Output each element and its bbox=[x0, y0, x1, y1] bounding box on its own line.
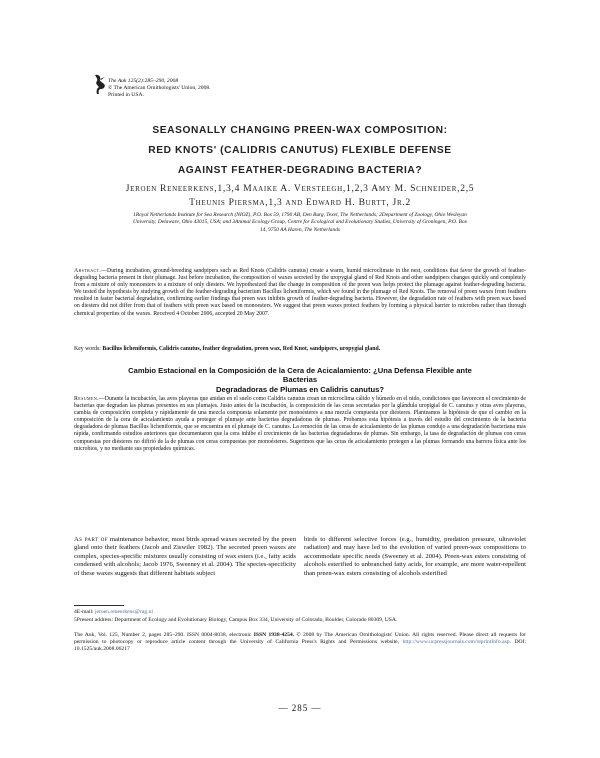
body-column-right: birds to different selective forces (e.g., humidity, predation pressure, ultraviolet radiation) and may have led to the evolution of varied preen-wax compositions to accommodate specific needs (Sweeney et al. 2004). Preen-wax esters consisting of alcohols esterified to unbranched fatty acids, for example, are more water-repellent than preen-wax esters consisting of alcohols esterified bbox=[304, 536, 526, 577]
author-email-link[interactable]: jeroen.reneerkens@rug.nl bbox=[94, 609, 153, 615]
spanish-title-line-2: Degradadoras de Plumas en Calidris canutus? bbox=[216, 384, 384, 394]
resumen-text: —Durante la incubación, las aves playeras que anidan en el suelo como Calidris canutus crean un microclima cálido y húmedo en el nido, condiciones que favorecen el crecimiento de bacterias que degradan las plumas presentes en sus plumajes. Justo antes de la incubación, la composición de las ceras secretadas por la glándula uropigial de C. canutus y otras aves playeras, cambia de composición completa y rápidamente de una mezcla compuesta solamente por monoésteres a una mezcla compuesta por diésteres. Planteamos la hipótesis de que el cambio en la composición de la cera de acicalamiento ayuda a proteger el plumaje ante bacterias degradadoras de plumas. Probamos esta hipótesis a través del estudio del crecimiento de la bacteria degradadora de plumas Bacillus licheniformis, que se encuentra en el plumaje de C. canutus. La remoción de las ceras de acicalamiento de las plumas condujo a una degradación bacteriana más rápida, confirmando estudios anteriores que documentaron que la cera inhibe el crecimiento de las bacterias degradadoras de plumas. Sin embargo, la tasa de degradación de plumas con ceras compuestas por diésteres no difirió de la de plumas con ceras compuestas por monoésteres. Sugerimos que las ceras de acicalamiento protegen a las plumas formando una barrera física ante los microbios, y no mediante sus propiedades químicas. bbox=[74, 396, 526, 452]
abstract-text: —During incubation, ground-breeding sandpipers such as Red Knots (Calidris canutus) create a warm, humid microclimate in the nest, conditions that favor the growth of feather-degrading bacteria present in their plumage. Just before incubation, the composition of waxes secreted by the uropygial gland of Red Knots and other sandpipers changes quickly and completely from a mixture of only monoesters to a mixture of only diesters. We hypothesized that the change in composition of the preen wax helps protect the plumage against feather-degrading bacteria. We tested the hypothesis by studying growth of the feather-degrading bacterium Bacillus licheniformis, which we found in the plumage of Red Knots. The removal of preen waxes from feathers resulted in faster bacterial degradation, confirming earlier findings that preen wax inhibits growth of feather-degrading bacteria. However, the degradation rate of feathers with preen wax based on diesters did not differ from that of feathers with preen wax based on monoesters. We suggest that preen waxes protect feathers by forming a physical barrier to microbes rather than through chemical properties of the waxes. Received 4 October 2006, accepted 20 May 2007. bbox=[74, 268, 526, 317]
citation-text-1: The Auk, Vol. 125, Number 2, pages 285–290. ISSN 0004-8038, electronic bbox=[74, 632, 254, 638]
citation-doi: . DOI: 10.1525/auk.2008.06217 bbox=[74, 639, 526, 652]
authors-line-2: Theunis Piersma,1,3 and Edward H. Burtt, Jr.2 bbox=[189, 197, 411, 208]
body-lead: As part of bbox=[74, 536, 108, 543]
abstract bbox=[74, 268, 526, 318]
spanish-title-line-1: Cambio Estacional en la Composición de la Cera de Acicalamiento: ¿Una Defensa Flexible ante Bacterias bbox=[128, 366, 472, 385]
keywords-label: Key words: bbox=[74, 346, 101, 352]
permissions-link[interactable]: http://www.ucpressjournals.com/reprintInfo.asp bbox=[402, 639, 510, 645]
keywords-text: Bacillus licheniformis, Calidris canutus, feather degradation, preen wax, Red Knot, sandpipers, uropygial gland. bbox=[102, 346, 381, 352]
citation-block bbox=[74, 632, 526, 653]
resumen bbox=[74, 396, 526, 453]
article-title-line-2: RED KNOTS' (CALIDRIS CANUTUS) FLEXIBLE DEFENSE bbox=[148, 145, 452, 156]
article-title-line-3: AGAINST FEATHER-DEGRADING BACTERIA? bbox=[177, 165, 423, 176]
article-title-line-1: SEASONALLY CHANGING PREEN-WAX COMPOSITION: bbox=[152, 125, 448, 136]
journal-info-line-1: The Auk 125(2):285–290, 2008 bbox=[108, 78, 179, 84]
body-left-text: maintenance behavior, most birds spread waxes secreted by the preen gland onto their feathers (Jacob and Ziswiler 1982). The secreted preen waxes are complex, species-specific mixtures usually consisting of wax esters (i.e., fatty acids condensed with alcohols; Jacob 1976, Sweeney et al. 2004). The species-specificity of these waxes suggests that different habitats subject bbox=[74, 536, 296, 577]
body-column-left bbox=[74, 536, 296, 578]
authors-line-1: Jeroen Reneerkens,1,3,4 Maaike A. Versteegh,1,2,3 Amy M. Schneider,2,5 bbox=[125, 183, 475, 194]
spanish-title bbox=[120, 366, 480, 394]
footnote-divider bbox=[74, 605, 124, 606]
abstract-lead: Abstract. bbox=[74, 268, 102, 274]
journal-info-line-2: © The American Ornithologists' Union, 2008. bbox=[108, 85, 211, 91]
resumen-lead: Resumen. bbox=[74, 396, 99, 402]
affiliations: 1Royal Netherlands Institute for Sea Research (NIOZ), P.O. Box 59, 1790 AB, Den Burg, Texel, The Netherlands; 2Department of Zoology, Ohio Wesleyan University, Delaware, Ohio 43015, USA; and 3Animal Ecology Group, Centre for Ecological and Evolutionary Studies, University of Groningen, P.O. Box 14, 9750 AA Haren, The Netherlands bbox=[132, 212, 468, 233]
page-number: — 285 — bbox=[278, 703, 322, 713]
footnote-email bbox=[74, 609, 526, 616]
journal-info bbox=[108, 78, 211, 99]
journal-info-line-3: Printed in USA. bbox=[108, 92, 144, 98]
footnote-present-address: 5Present address: Department of Ecology and Evolutionary Biology, Campus Box 334, University of Colorado, Boulder, Colorado 80309, USA. bbox=[74, 617, 398, 623]
citation-text-2: © 2008 by The American Ornithologists' Union. All rights reserved. Please direct all requests for permission to photocopy or reproduce article content through the University of California Press's Rights and Permissions website, bbox=[74, 632, 526, 645]
citation-issn: ISSN 1938-4254. bbox=[253, 632, 295, 638]
footnote-email-label: 4E-mail: bbox=[74, 609, 94, 615]
keywords bbox=[74, 346, 526, 353]
